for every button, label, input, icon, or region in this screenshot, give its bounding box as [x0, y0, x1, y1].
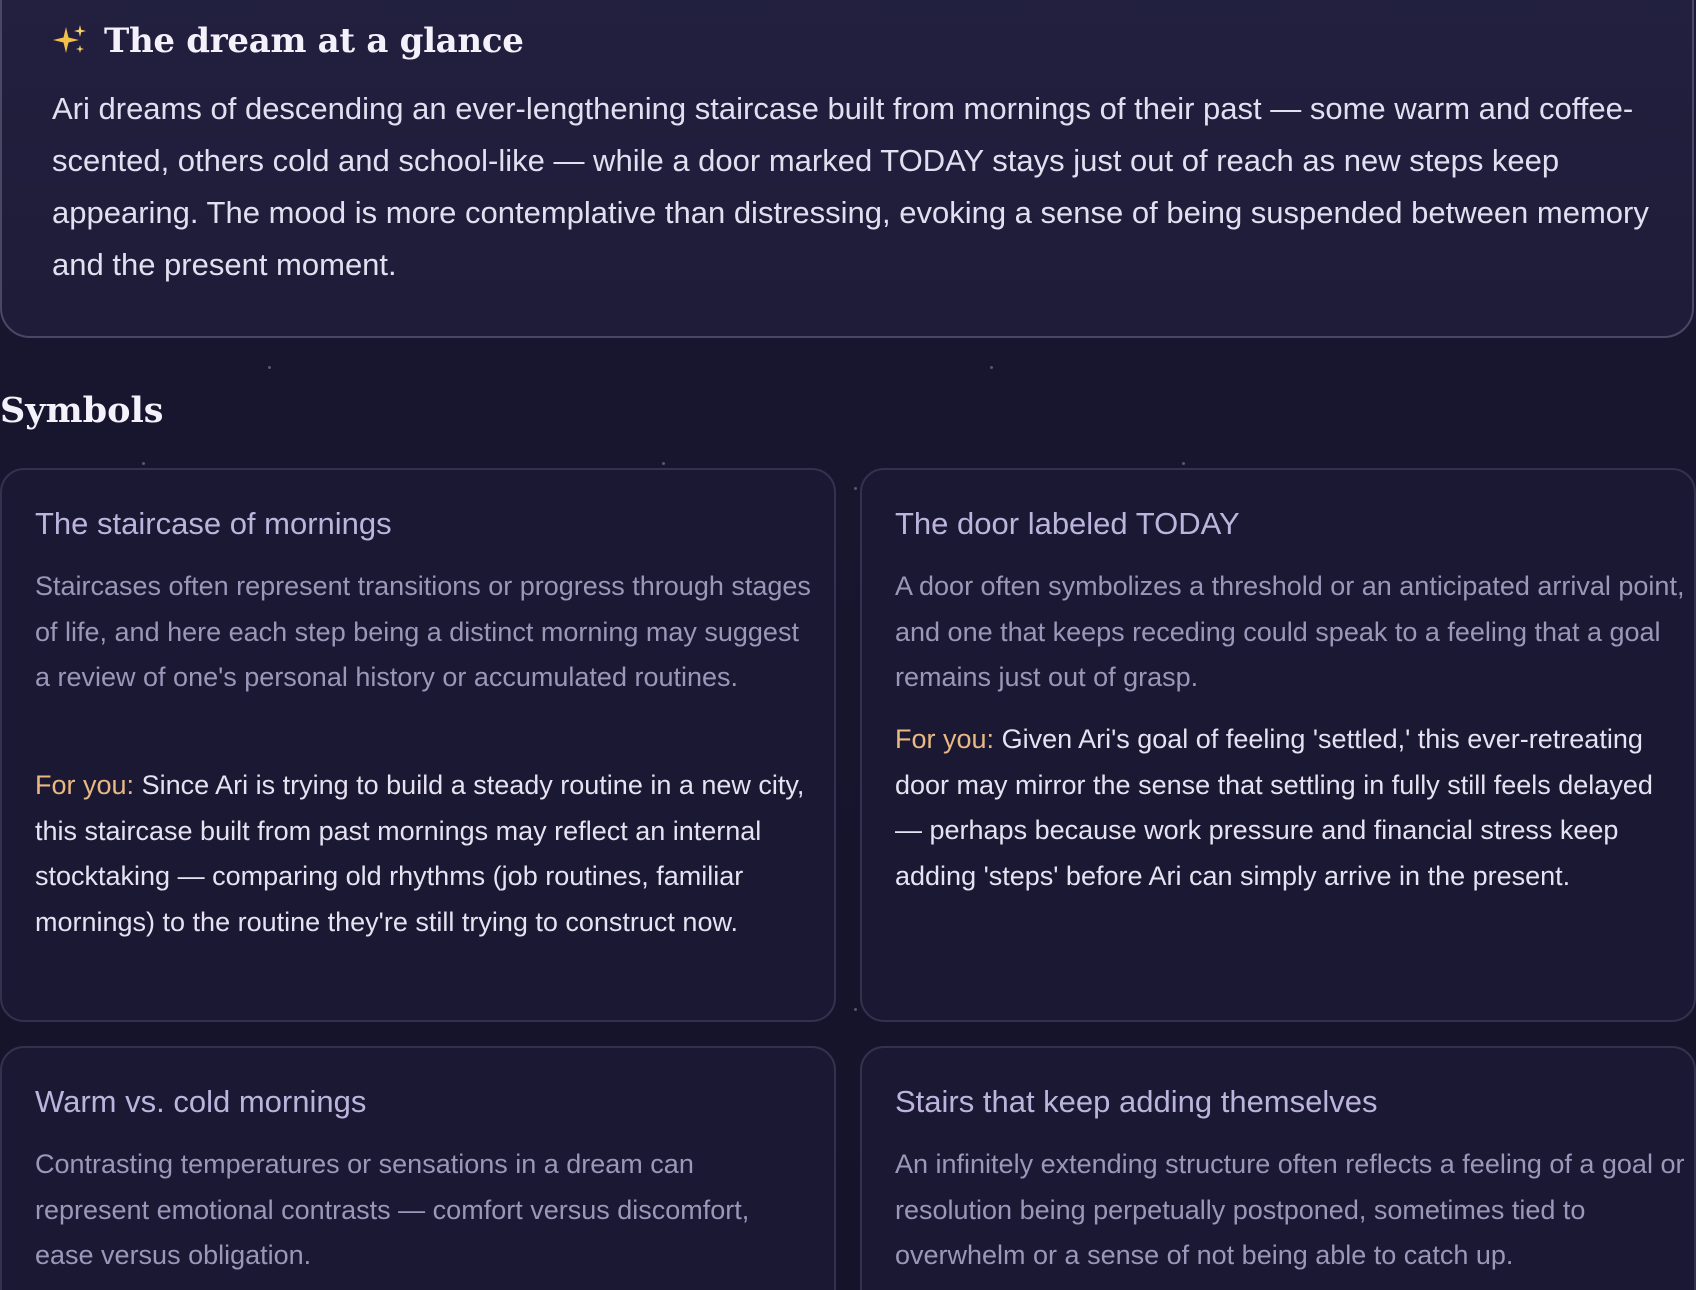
symbol-description: A door often symbolizes a threshold or an anticipated arrival point, and one that keeps receding could speak to a feeling that a goal remains just out of grasp. [895, 571, 1685, 692]
symbol-for-you [895, 717, 1665, 899]
background-star [854, 487, 857, 490]
symbol-description: Staircases often represent transitions or progress through stages of life, and here each step being a distinct morning may suggest a review of one's personal history or accumulated routines. [35, 571, 811, 692]
symbol-for-you [35, 763, 825, 945]
symbol-card-endless-stairs [860, 1046, 1696, 1290]
symbol-title: The staircase of mornings [35, 506, 392, 541]
symbol-title: Stairs that keep adding themselves [895, 1084, 1378, 1119]
background-star [990, 366, 993, 369]
background-star [854, 1008, 857, 1011]
dream-summary-card [0, 0, 1694, 338]
background-star [662, 462, 665, 465]
background-star [268, 366, 271, 369]
for-you-text: Since Ari is trying to build a steady routine in a new city, this staircase built from past mornings may reflect an internal stocktaking — comparing old rhythms (job routines, familiar mornings) to the routine they're still trying to construct now. [35, 770, 805, 937]
dream-summary-header [52, 16, 524, 66]
for-you-text: Given Ari's goal of feeling 'settled,' this ever-retreating door may mirror the sense that settling in fully still feels delayed — perhaps because work pressure and financial stress keep adding 'steps' before Ari can simply arrive in the present. [895, 724, 1653, 891]
symbol-card-warm-cold [0, 1046, 836, 1290]
symbol-description: An infinitely extending structure often reflects a feeling of a goal or resolution being perpetually postponed, sometimes tied to overwhelm or a sense of not being able to catch up. [895, 1149, 1685, 1270]
symbol-card-door [860, 468, 1696, 1022]
symbol-description: Contrasting temperatures or sensations in a dream can represent emotional contrasts — comfort versus discomfort, ease versus obligation. [35, 1149, 750, 1270]
sparkles-icon [52, 23, 88, 59]
for-you-label: For you: [35, 770, 135, 800]
for-you-label: For you: [895, 724, 995, 754]
symbol-card-staircase [0, 468, 836, 1022]
background-star [142, 462, 145, 465]
symbol-title: The door labeled TODAY [895, 506, 1240, 541]
dream-summary-title: The dream at a glance [104, 21, 524, 61]
background-star [1182, 462, 1185, 465]
symbols-heading: Symbols [0, 390, 164, 431]
dream-summary-text: Ari dreams of descending an ever-lengthening staircase built from mornings of their past — some warm and coffee-scented, others cold and school-like — while a door marked TODAY stays just out of reach as new steps keep appearing. The mood is more contemplative than distressing, evoking a sense of being suspended between memory and the present moment. [52, 91, 1649, 282]
symbol-title: Warm vs. cold mornings [35, 1084, 367, 1119]
